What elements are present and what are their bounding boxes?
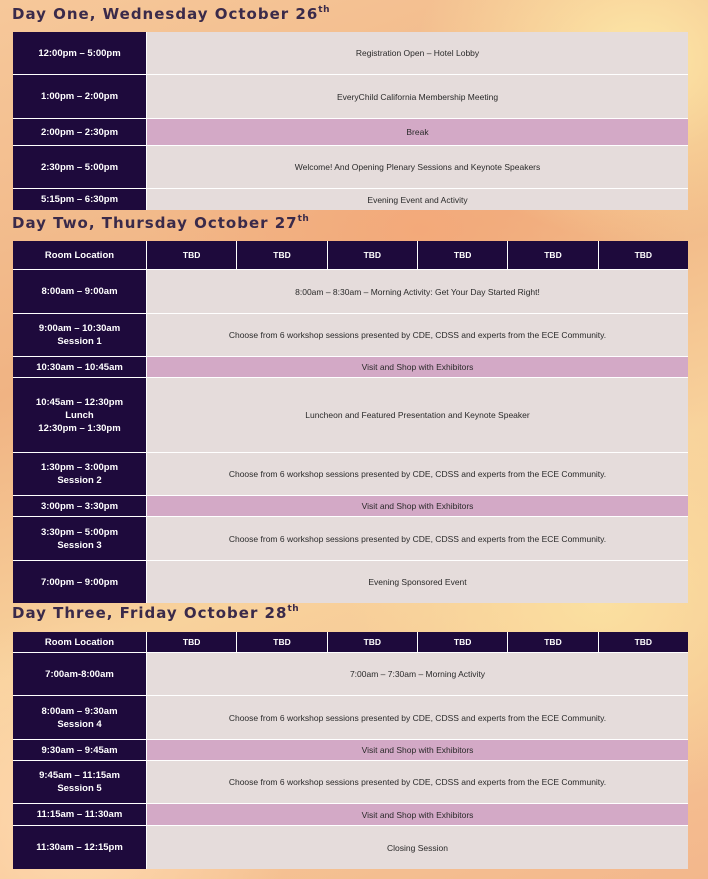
schedule-row	[13, 761, 688, 804]
time-cell	[13, 119, 147, 145]
day-one-heading	[12, 5, 330, 23]
activity-cell: EveryChild California Membership Meeting	[147, 75, 688, 118]
activity-cell: Choose from 6 workshop sessions presented by CDE, CDSS and experts from the ECE Community.	[147, 314, 688, 356]
room-location-label: Room Location	[13, 632, 147, 652]
schedule-row	[13, 653, 688, 696]
time-line: 3:00pm – 3:30pm	[40, 500, 119, 512]
time-line: 12:30pm – 1:30pm	[38, 422, 121, 434]
day-three-schedule-table	[13, 632, 688, 869]
room-column-header: TBD	[237, 632, 327, 652]
schedule-row	[13, 270, 688, 314]
time-line: 12:00pm – 5:00pm	[38, 47, 121, 59]
time-line: Session 2	[57, 475, 102, 486]
schedule-row	[13, 804, 688, 826]
schedule-row	[13, 119, 688, 146]
room-column-header: TBD	[599, 241, 688, 269]
time-line: 9:30am – 9:45am	[41, 744, 118, 756]
activity-cell: Choose from 6 workshop sessions presented by CDE, CDSS and experts from the ECE Community.	[147, 696, 688, 739]
schedule-row	[13, 696, 688, 740]
time-line: Session 3	[57, 539, 102, 551]
time-cell	[13, 146, 147, 188]
time-line: 10:30am – 10:45am	[36, 361, 123, 373]
time-line: 1:00pm – 2:00pm	[40, 91, 119, 102]
schedule-row	[13, 826, 688, 869]
schedule-row	[13, 378, 688, 453]
time-line: 11:30am – 12:15pm	[36, 842, 123, 853]
activity-cell: 8:00am – 8:30am – Morning Activity: Get Your Day Started Right!	[147, 270, 688, 313]
day-two-title: Day Two, Thursday October 27	[12, 214, 298, 232]
room-column-header: TBD	[599, 632, 688, 652]
time-line: 8:00am – 9:00am	[41, 286, 118, 297]
schedule-row	[13, 32, 688, 75]
break-activity-cell: Visit and Shop with Exhibitors	[147, 357, 688, 377]
room-column-header: TBD	[237, 241, 327, 269]
day-one-schedule-table	[13, 32, 688, 210]
room-column-header: TBD	[418, 632, 508, 652]
room-column-header: TBD	[508, 241, 598, 269]
day-three-title-suffix: th	[287, 604, 300, 614]
time-cell	[13, 740, 147, 760]
time-cell	[13, 270, 147, 313]
break-activity-cell: Break	[147, 119, 688, 145]
break-activity-cell: Visit and Shop with Exhibitors	[147, 804, 688, 825]
time-cell	[13, 314, 147, 356]
activity-cell: Registration Open – Hotel Lobby	[147, 32, 688, 74]
activity-cell: Evening Event and Activity	[147, 189, 688, 210]
day-one-title-suffix: th	[318, 5, 330, 15]
room-column-header: TBD	[328, 632, 418, 652]
room-column-header: TBD	[147, 241, 237, 269]
time-cell	[13, 32, 147, 74]
time-cell	[13, 378, 147, 452]
time-cell	[13, 357, 147, 377]
room-location-label: Room Location	[13, 241, 147, 269]
time-cell	[13, 517, 147, 560]
activity-cell: Welcome! And Opening Plenary Sessions and Keynote Speakers	[147, 146, 688, 188]
room-column-header: TBD	[418, 241, 508, 269]
schedule-row	[13, 189, 688, 210]
room-location-header-row	[13, 241, 688, 270]
time-line: 8:00am – 9:30am	[41, 705, 118, 717]
time-line: Session 1	[57, 336, 102, 347]
schedule-row	[13, 561, 688, 603]
activity-cell: Choose from 6 workshop sessions presented by CDE, CDSS and experts from the ECE Community.	[147, 453, 688, 495]
time-line: Session 5	[57, 783, 102, 794]
room-column-header: TBD	[147, 632, 237, 652]
time-cell	[13, 826, 147, 869]
time-cell	[13, 453, 147, 495]
time-line: 7:00pm – 9:00pm	[40, 576, 119, 588]
time-cell	[13, 189, 147, 210]
time-line: 2:30pm – 5:00pm	[40, 161, 119, 173]
time-cell	[13, 696, 147, 739]
time-line: 5:15pm – 6:30pm	[40, 194, 119, 205]
activity-cell: Choose from 6 workshop sessions presented by CDE, CDSS and experts from the ECE Community.	[147, 517, 688, 560]
time-line: 2:00pm – 2:30pm	[40, 126, 119, 138]
schedule-row	[13, 146, 688, 189]
day-two-heading	[12, 214, 309, 232]
room-location-header-row	[13, 632, 688, 653]
time-cell	[13, 761, 147, 803]
activity-cell: Luncheon and Featured Presentation and Keynote Speaker	[147, 378, 688, 452]
time-line: 9:00am – 10:30am	[38, 323, 121, 334]
break-activity-cell: Visit and Shop with Exhibitors	[147, 496, 688, 516]
day-one-title: Day One, Wednesday October 26	[12, 5, 319, 23]
time-line: 9:45am – 11:15am	[39, 770, 120, 781]
day-three-title: Day Three, Friday October 28	[12, 604, 288, 622]
schedule-row	[13, 517, 688, 561]
time-line: 1:30pm – 3:00pm	[40, 462, 119, 473]
activity-cell: Closing Session	[147, 826, 688, 869]
schedule-row	[13, 75, 688, 119]
time-line: 11:15am – 11:30am	[36, 809, 123, 820]
room-column-header: TBD	[508, 632, 598, 652]
time-line: 10:45am – 12:30pm	[35, 396, 124, 408]
schedule-row	[13, 740, 688, 761]
time-cell	[13, 804, 147, 825]
schedule-row	[13, 496, 688, 517]
schedule-row	[13, 453, 688, 496]
time-cell	[13, 75, 147, 118]
day-three-heading	[12, 604, 299, 622]
room-column-header: TBD	[328, 241, 418, 269]
time-line: 3:30pm – 5:00pm	[40, 526, 119, 538]
day-two-title-suffix: th	[297, 214, 310, 224]
activity-cell: Choose from 6 workshop sessions presented by CDE, CDSS and experts from the ECE Community.	[147, 761, 688, 803]
time-cell	[13, 561, 147, 603]
activity-cell: 7:00am – 7:30am – Morning Activity	[147, 653, 688, 695]
activity-cell: Evening Sponsored Event	[147, 561, 688, 603]
time-line: Session 4	[57, 718, 102, 730]
day-two-schedule-table	[13, 241, 688, 603]
time-line: Lunch	[65, 409, 94, 421]
time-cell	[13, 653, 147, 695]
time-line: 7:00am-8:00am	[45, 668, 114, 680]
schedule-row	[13, 314, 688, 357]
schedule-row	[13, 357, 688, 378]
break-activity-cell: Visit and Shop with Exhibitors	[147, 740, 688, 760]
time-cell	[13, 496, 147, 516]
